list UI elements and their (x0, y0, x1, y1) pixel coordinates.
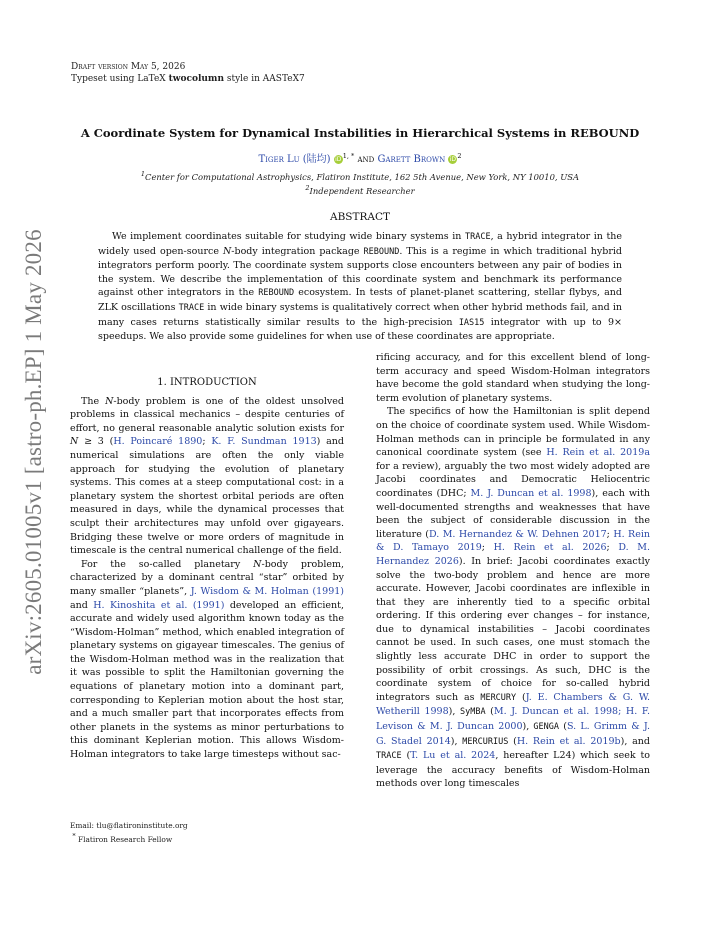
abstract-heading: ABSTRACT (329, 211, 391, 223)
citation-link[interactable]: D. M. Hernandez 2026 (376, 542, 650, 567)
citation-link[interactable]: H. Rein et al. 2026 (493, 542, 607, 554)
affiliation-2: $^2$Independent Researcher (305, 184, 415, 196)
intro-paragraph-2: For the so-called planetary N-body problem, characterized by a dominant central “star” orbited by many smaller “planets”, J. Wisdom & M. Holman (1991) and H. Kinoshita et al. (1991) developed an efficient, accurate and widely used algorithm known today as the “Wisdom-Holman” method, which enabled integration of planetary systems on gigayear timescales. The genius of the Wisdom-Holman method was in the realization that it was possible to split the Hamiltonian governing the equations of planetary motion into a dominant part, corresponding to Keplerian motion about the host star, and a much smaller part that incorporates effects from other planets in the systems as minor perturbations to this dominant Keplerian motion. This allows Wisdom-Holman integrators to take large timesteps without sac- (70, 558, 345, 761)
paper-title: A Coordinate System for Dynamical Instabilities in Hierarchical Systems in REBOUND (80, 126, 640, 140)
citation-link[interactable]: T. Lu et al. 2024 (410, 750, 496, 762)
citation-link[interactable]: H. Rein & D. Tamayo 2019 (376, 528, 650, 554)
left-column (70, 376, 344, 762)
author-2-affil: 2 (457, 152, 462, 160)
author-1-affil: 1, * (342, 152, 355, 160)
author-1[interactable]: Tiger Lu (陆均) (258, 154, 331, 165)
abstract-paragraph: We implement coordinates suitable for studying wide binary systems in TRACE, a hybrid integrator in the widely used open-source N-body integration package REBOUND. This is a regime in which traditional hybrid integrators perform poorly. The coordinate system supports close encounters between any pair of bodies in the system. We describe the implementation of this coordinate system and benchmark its performance against other integrators in the REBOUND ecosystem. In tests of planet-planet scattering, stellar flybys, and ZLK oscillations TRACE in wide binary systems is qualitatively correct when other hybrid methods fail, and in many cases returns statistically similar results to the high-precision IAS15 integrator with up to 9× speedups. We also provide some guidelines for when use of these coordinates are appropriate. (98, 231, 623, 343)
citation-link[interactable]: S. L. Grimm & J. G. Stadel 2014 (376, 721, 650, 747)
footnote-fellow: * Flatiron Research Fellow (72, 832, 173, 844)
citation-link[interactable]: M. J. Duncan et al. 1998 (470, 487, 592, 499)
author-line (70, 150, 650, 165)
section-heading-introduction: 1. INTRODUCTION (157, 377, 257, 388)
orcid-icon[interactable]: iD (449, 156, 457, 163)
affiliation-1: $^1$Center for Computational Astrophysics, Flatiron Institute, 162 5th Avenue, New York, NY 10010, USA (140, 170, 580, 182)
orcid-icon[interactable]: iD (335, 156, 342, 163)
abstract-body (98, 230, 622, 344)
right-column (376, 351, 650, 791)
intro-paragraph-2-cont: rificing accuracy, and for this excellent blend of long-term accuracy and speed Wisdom-Holman integrators have become the gold standard when studying the long-term evolution of planetary systems. (376, 352, 650, 404)
intro-paragraph-1: The N-body problem is one of the oldest unsolved problems in classical mechanics – despite centuries of effort, no general reasonable analytic solution exists for N ≥ 3 (H. Poincaré 1890; K. F. Sundman 1913) and numerical simulations are often the only viable approach for studying the evolution of planetary systems. This comes at a steep computational cost: in a planetary system the shortest orbital periods are often measured in days, while the dynamical processes that sculpt their architectures may unfold over gigayears. Bridging these twelve or more orders of magnitude in timescale is the central numerical challenge of the field. (70, 395, 344, 557)
arxiv-sidebar (0, 0, 60, 932)
intro-paragraph-3: The specifics of how the Hamiltonian is split depend on the choice of coordinate system used. While Wisdom-Holman methods can in principle be formulated in any canonical coordinate system (see H. Rein et al. 2019a for a review), arguably the two most widely adopted are Jacobi coordinates and Democratic Heliocentric coordinates (DHC; M. J. Duncan et al. 1998), each with well-documented strengths and weaknesses that have been the subject of considerable discussion in the literature (D. M. Hernandez & W. Dehnen 2017; H. Rein & D. Tamayo 2019; H. Rein et al. 2026; D. M. Hernandez 2026). In brief: Jacobi coordinates exactly solve the two-body problem and hence are more accurate. However, Jacobi coordinates are inflexible in that they are inherently tied to a specific orbital ordering. If this ordering ever changes – for instance, due to dynamical instabilities – Jacobi coordinates cannot be used. In such cases, one must stomach the slightly less accurate DHC in order to support the possibility of orbit crossings. As such, DHC is the coordinate system of choice for so-called hybrid integrators such as MERCURY (J. E. Chambers & G. W. Wetherill 1998), SyMBA (M. J. Duncan et al. 1998; H. F. Levison & M. J. Duncan 2000), GENGA (S. L. Grimm & J. G. Stadel 2014), MERCURIUS (H. Rein et al. 2019b), and TRACE (T. Lu et al. 2024, hereafter L24) which seek to leverage the accuracy benefits of Wisdom-Holman methods over long timescales (376, 406, 651, 790)
typeset-line: Typeset using LaTeX twocolumn style in AASTeX7 (71, 74, 305, 84)
author-and: and (357, 154, 375, 165)
arxiv-identifier: arXiv:2605.01005v1 [astro-ph.EP] 1 May 2026 (21, 229, 46, 675)
citation-link[interactable]: M. J. Duncan et al. 1998; H. F. Levison & M. J. Duncan 2000 (376, 706, 650, 733)
citation-link[interactable]: (1991) (308, 585, 345, 597)
footnotes (70, 820, 344, 845)
citation-link[interactable]: J. Wisdom & M. Holman (190, 585, 309, 597)
citation-link[interactable]: H. Rein et al. 2019a (546, 447, 650, 459)
citation-link[interactable]: H. Kinoshita et al. (1991) (93, 599, 225, 611)
citation-link[interactable]: J. E. Chambers & G. W. Wetherill 1998 (376, 691, 650, 718)
latex-logo: LaTeX (137, 74, 166, 84)
draft-version-line: Draft version May 5, 2026 (71, 62, 186, 72)
author-2[interactable]: Garett Brown (377, 154, 446, 165)
citation-link[interactable]: H. Poincaré 1890 (113, 436, 203, 448)
citation-link[interactable]: K. F. Sundman 1913 (211, 436, 317, 448)
draft-header (71, 61, 305, 85)
citation-link[interactable]: H. Rein et al. 2019b (516, 735, 621, 747)
footnote-email: Email: tlu@flatironinstitute.org (70, 821, 188, 830)
citation-link[interactable]: D. M. Hernandez & W. Dehnen 2017 (428, 528, 607, 540)
